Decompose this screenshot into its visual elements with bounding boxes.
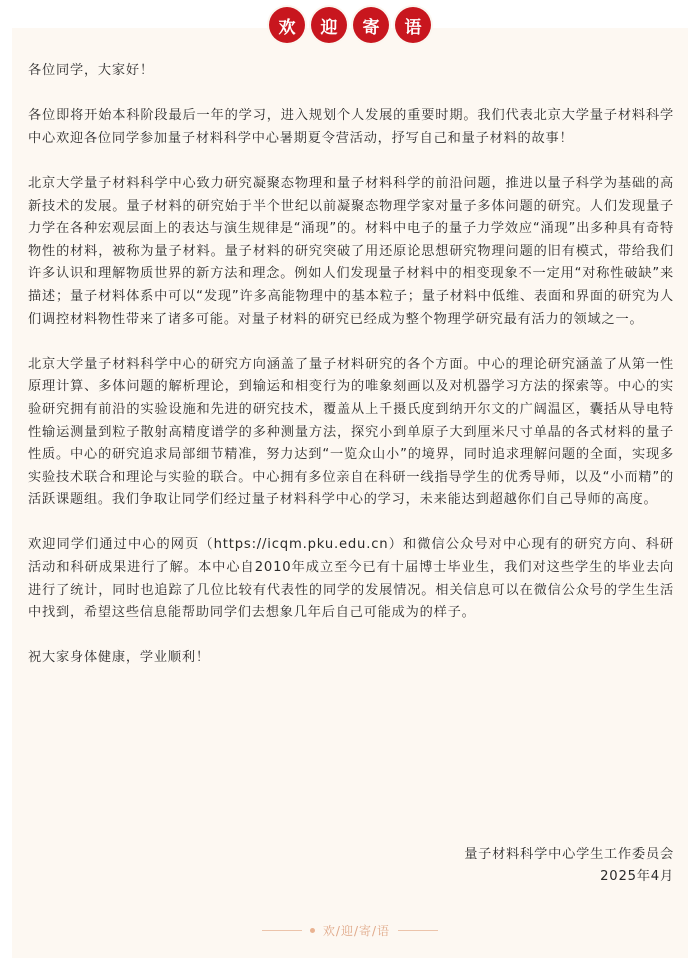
paragraph-about: 北京大学量子材料科学中心致力研究凝聚态物理和量子材料科学的前沿问题，推进以量子科学为基础的高新技术的发展。量子材料的研究始于半个世纪以前凝聚态物理学家对量子多体问题的研究。人们发现量子力学在各种宏观层面上的表达与演生规律是“涌现”的。材料中电子的量子力学效应“涌现”出多种具有奇特物性的材料，被称为量子材料。量子材料的研究突破了用还原论思想研究物理问题的旧有模式，带给我们许多认识和理解物质世界的新方法和理念。例如人们发现量子材料中的相变现象不一定用“对称性破缺”来描述；量子材料体系中可以“发现”许多高能物理中的基本粒子；量子材料中低维、表面和界面的研究为人们调控材料物性带来了诸多可能。对量子材料的研究已经成为整个物理学研究最有活力的领域之一。	[28, 175, 674, 327]
dot-ornament	[310, 928, 315, 933]
title-char: 欢	[269, 7, 305, 43]
paragraph-research: 北京大学量子材料科学中心的研究方向涵盖了量子材料研究的各个方面。中心的理论研究涵盖了从第一性原理计算、多体问题的解析理论，到输运和相变行为的唯象刻画以及对机器学习方法的探索等。中心的实验研究拥有前沿的实验设施和先进的研究技术，覆盖从上千摄氏度到纳开尔文的广阔温区，囊括从导电特性输运测量到粒子散射高精度谱学的多种测量方法，探究小到单原子大到厘米尺寸单晶的各式材料的量子性质。中心的研究追求局部细节精准，努力达到“一览众山小”的境界，同时追求理解问题的全面，实现多实验技术联合和理论与实验的联合。中心拥有多位亲自在科研一线指导学生的优秀导师，以及“小而精”的活跃课题组。我们争取让同学们经过量子材料科学中心的学习，未来能达到超越你们自己导师的高度。	[28, 356, 674, 508]
title-banner	[0, 7, 700, 47]
title-char: 语	[395, 7, 431, 43]
divider-line	[262, 930, 302, 931]
letter-body	[28, 60, 674, 693]
paragraph-intro: 各位即将开始本科阶段最后一年的学习，进入规划个人发展的重要时期。我们代表北京大学量子材料科学中心欢迎各位同学参加量子材料科学中心暑期夏令营活动，抒写自己和量子材料的故事！	[28, 108, 674, 146]
footer-ornament	[0, 922, 700, 939]
paragraph-closing: 祝大家身体健康，学业顺利！	[28, 650, 210, 666]
footer-text: 欢/迎/寄/语	[322, 924, 391, 938]
title-char: 迎	[311, 7, 347, 43]
paragraph-website: 欢迎同学们通过中心的网页（https://icqm.pku.edu.cn）和微信公众号对中心现有的研究方向、科研活动和科研成果进行了解。本中心自2010年成立至今已有十届博士毕业生，我们对这些学生的毕业去向进行了统计，同时也追踪了几位比较有代表性的同学的发展情况。相关信息可以在微信公众号的学生生活中找到，希望这些信息能帮助同学们去想象几年后自己可能成为的样子。	[28, 537, 674, 621]
title-char: 寄	[353, 7, 389, 43]
signature-date: 2025年4月	[600, 869, 674, 884]
divider-line	[398, 930, 438, 931]
signature-org: 量子材料科学中心学生工作委员会	[464, 847, 674, 862]
greeting: 各位同学，大家好！	[28, 63, 154, 78]
